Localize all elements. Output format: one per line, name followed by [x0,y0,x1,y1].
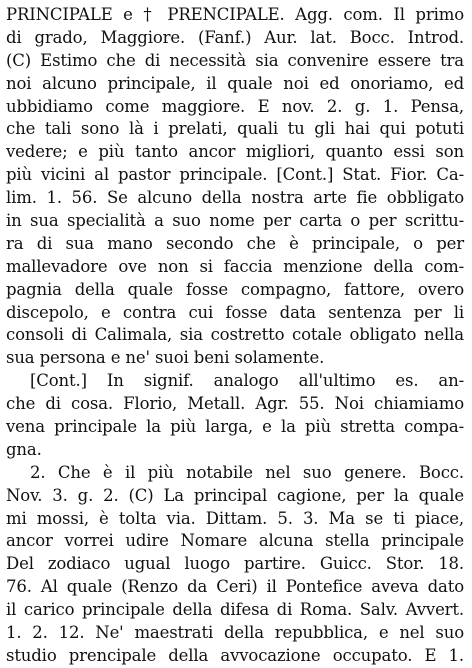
entry-line-5: ubbidiamo come maggiore. E nov. 2. g. 1. Pensa, [6,96,464,116]
entry-line-19: vena principale la più larga, e la più stretta compa- [6,417,464,437]
entry-line-11: ra di sua mano secondo che è principale, o per [6,233,464,253]
entry-line-4: noi alcuno principale, il quale noi ed onoriamo, ed [6,73,464,93]
entry-line-28: 1. 2. 12. Ne' maestrati della repubblica, e nel suo [6,623,464,643]
entry-line-6: che tali sono là i prelati, quali tu gli hai qui potuti [6,119,464,139]
entry-line-24: ancor vorrei udire Nomare alcuna stella principale [6,531,464,551]
entry-line-18: che di cosa. Florio, Metall. Agr. 55. Noi chiamiamo [6,394,464,414]
entry-line-8: più vicini al pastor principale. [Cont.] Stat. Fior. Ca- [6,165,464,185]
entry-line-15: consoli di Calimala, sia costretto cotale obligato nella [6,325,464,345]
entry-line-22: Nov. 3. g. 2. (C) La principal cagione, per la quale [6,485,464,505]
entry-line-26: 76. Al quale (Renzo da Ceri) il Pontefice aveva dato [6,577,464,597]
entry-line-21: 2. Che è il più notabile nel suo genere. Bocc. [30,462,464,482]
entry-line-12: mallevadore ove non si faccia menzione della com- [6,256,464,276]
entry-line-23: mi mossi, è tolta via. Dittam. 5. 3. Ma se ti piace, [6,508,464,528]
entry-line-2: di grado, Maggiore. (Fanf.) Aur. lat. Bocc. Introd. [6,27,464,47]
entry-line-9: lim. 1. 56. Se alcuno della nostra arte fie obbligato [6,188,464,208]
entry-line-14: discepolo, e contra cui fosse data sentenza per li [6,302,464,322]
entry-line-20: gna. [6,439,42,459]
dictionary-entry [6,4,464,668]
entry-line-16: sua persona e ne' suoi beni solamente. [6,348,325,368]
entry-line-10: in sua specialità a suo nome per carta o per scrittu- [6,211,464,231]
entry-line-13: pagnia della quale fosse compagno, fattore, overo [6,279,464,299]
entry-line-27: il carico principale della difesa di Roma. Salv. Avvert. [6,600,464,620]
entry-line-3: (C) Estimo che di necessità sia convenire essere tra [6,50,464,70]
entry-line-1: PRINCIPALE e † PRENCIPALE. Agg. com. Il primo [6,5,464,24]
entry-line-7: vedere; e più tanto ancor migliori, quanto essi son [6,142,464,162]
entry-line-25: Del zodiaco ugual luogo partire. Guicc. Stor. 18. [6,554,464,574]
entry-line-17: [Cont.] In signif. analogo all'ultimo es. an- [30,371,464,391]
entry-line-29: studio prencipale della avvocazione occupato. E 1. [6,645,464,665]
